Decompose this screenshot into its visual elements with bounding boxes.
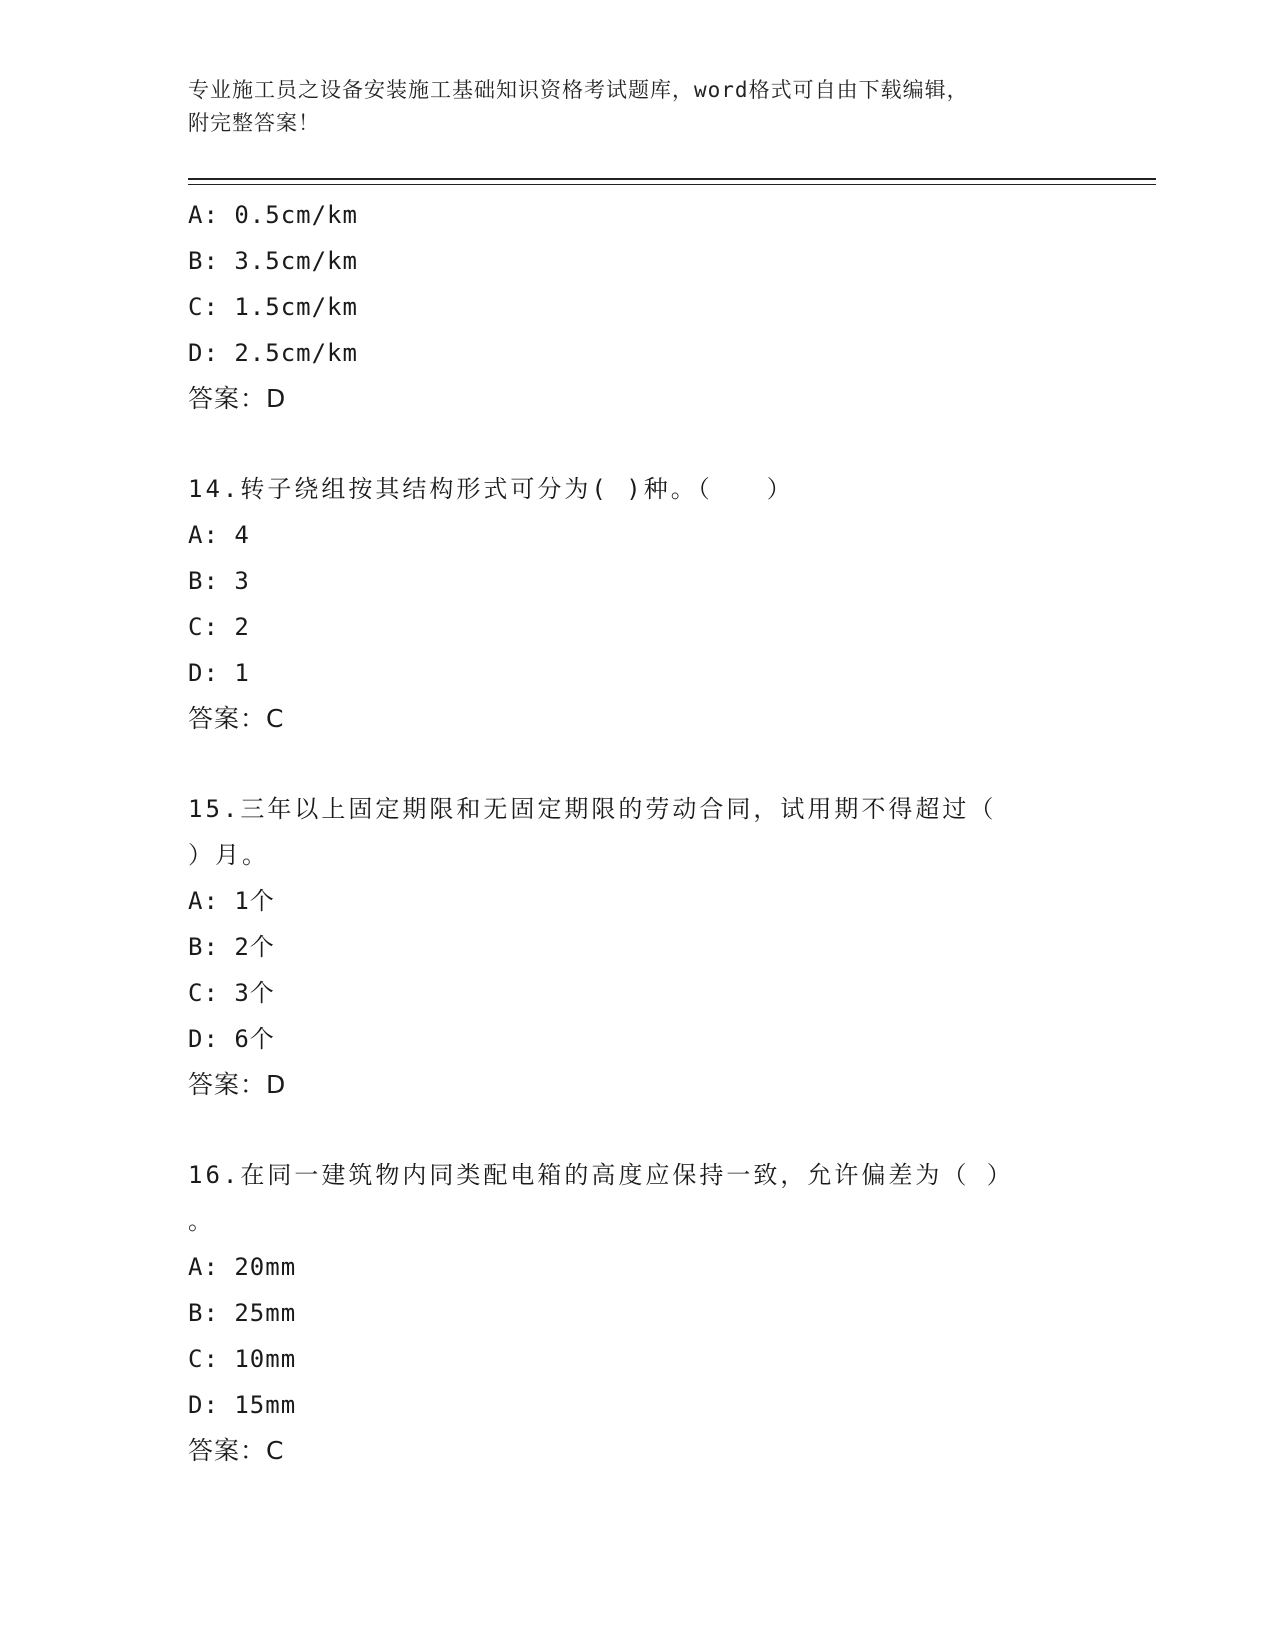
option-c: C: 10mm: [188, 1345, 297, 1373]
answer-line: 答案：D: [188, 1070, 287, 1099]
option-c: C: 3个: [188, 979, 275, 1007]
header-divider-thin: [188, 184, 1156, 185]
header-divider-thick: [188, 178, 1156, 180]
option-c: C: 1.5cm/km: [188, 293, 358, 321]
question-15-block: [188, 786, 1088, 1108]
answer-line: 答案：D: [188, 384, 287, 413]
option-a: A: 4: [188, 521, 250, 549]
answer-line: 答案：C: [188, 704, 285, 733]
question-list: [188, 192, 1088, 1474]
option-a: A: 20mm: [188, 1253, 297, 1281]
spacer: [188, 422, 1088, 466]
header-title-line-2: 附完整答案！: [188, 111, 320, 135]
question-14-block: [188, 466, 1088, 742]
option-d: D: 15mm: [188, 1391, 297, 1419]
header-title-line-1: 专业施工员之设备安装施工基础知识资格考试题库，word格式可自由下载编辑，: [188, 78, 969, 102]
option-a: A: 1个: [188, 887, 275, 915]
question-text-line-2: ）月。: [188, 841, 269, 869]
option-b: B: 3: [188, 567, 250, 595]
question-text-line-1: 15.三年以上固定期限和无固定期限的劳动合同，试用期不得超过（: [188, 795, 997, 823]
question-13-block: [188, 192, 1088, 422]
spacer: [188, 1108, 1088, 1152]
question-16-block: [188, 1152, 1088, 1474]
document-header: [188, 74, 1088, 140]
answer-line: 答案：C: [188, 1436, 285, 1465]
option-b: B: 25mm: [188, 1299, 297, 1327]
option-d: D: 2.5cm/km: [188, 339, 358, 367]
option-c: C: 2: [188, 613, 250, 641]
question-text-line-2: 。: [188, 1207, 215, 1235]
option-b: B: 3.5cm/km: [188, 247, 358, 275]
spacer: [188, 742, 1088, 786]
option-d: D: 6个: [188, 1025, 275, 1053]
option-d: D: 1: [188, 659, 250, 687]
option-a: A: 0.5cm/km: [188, 201, 358, 229]
option-b: B: 2个: [188, 933, 275, 961]
question-text-line-1: 16.在同一建筑物内同类配电箱的高度应保持一致，允许偏差为（ ）: [188, 1161, 1014, 1189]
question-text: 14.转子绕组按其结构形式可分为( )种。（ ）: [188, 475, 794, 503]
